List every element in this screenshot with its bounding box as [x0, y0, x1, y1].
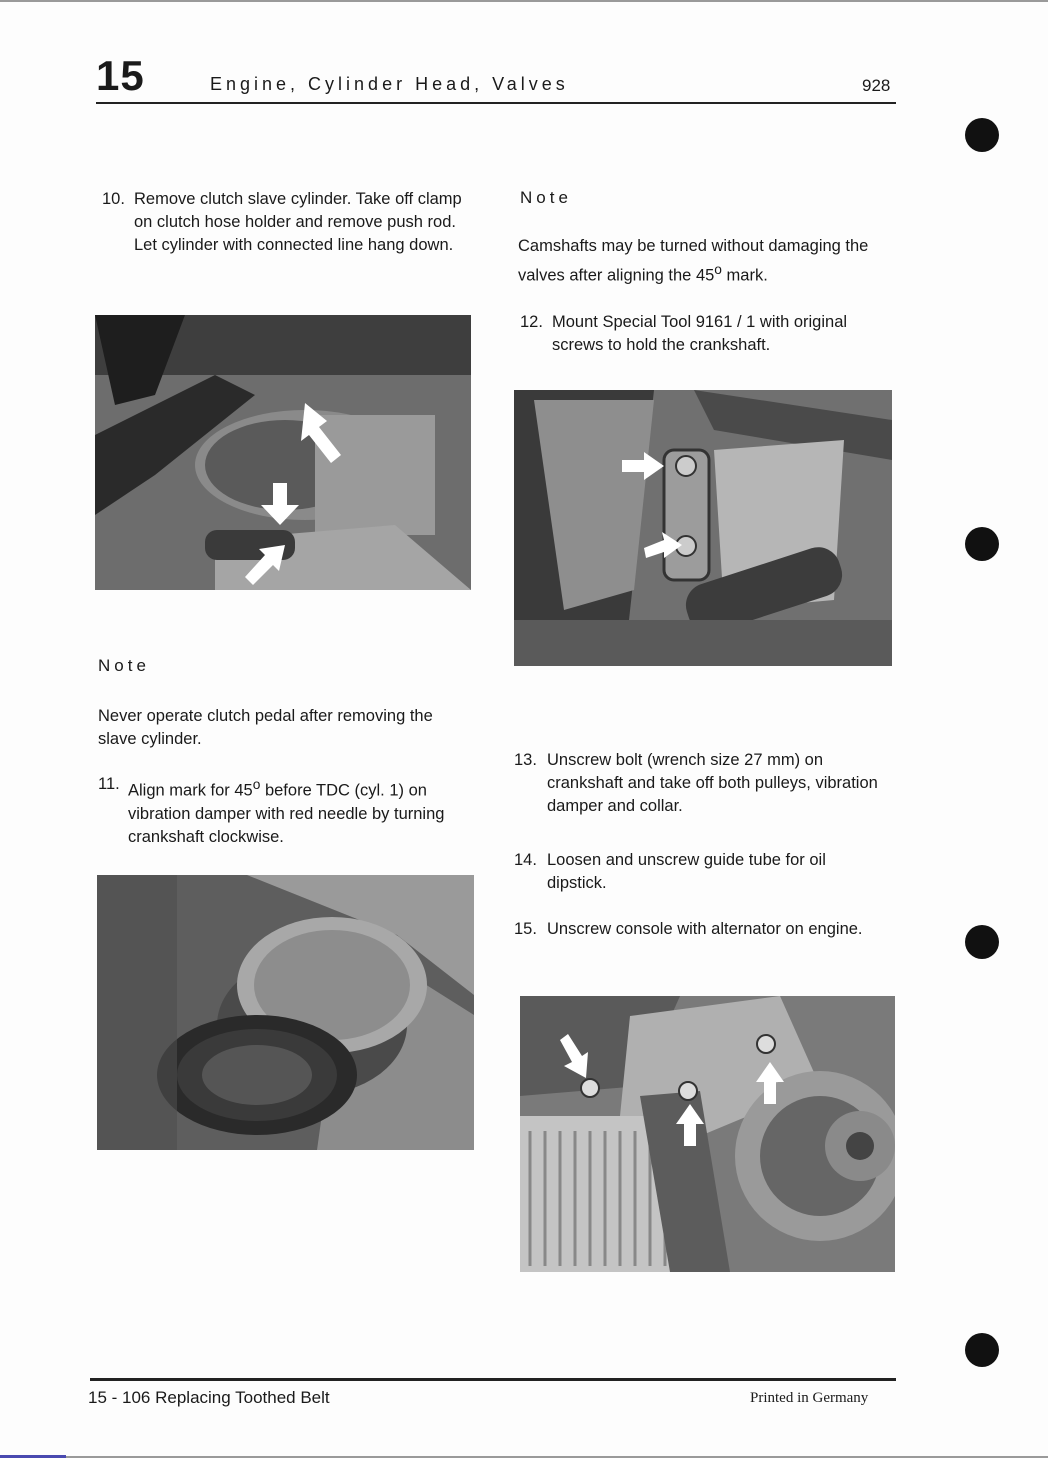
footer-page-reference: 15 - 106 Replacing Toothed Belt	[88, 1388, 330, 1407]
footer-rule	[90, 1378, 896, 1381]
step-number: 13.	[514, 751, 537, 769]
note-text-left: Never operate clutch pedal after removing the slave cylinder.	[98, 707, 433, 748]
note-heading-right: Note	[520, 188, 572, 207]
binder-hole-1	[965, 118, 999, 152]
step-number: 12.	[520, 313, 543, 331]
step-number: 14.	[514, 851, 537, 869]
binder-hole-2	[965, 527, 999, 561]
footer-imprint: Printed in Germany	[750, 1390, 869, 1406]
note-heading-left: Note	[98, 656, 150, 675]
photo-alternator-console	[520, 996, 895, 1272]
note-text-right: Camshafts may be turned without damaging the valves after aligning the 45$^o$ mark.	[518, 237, 869, 285]
step-text: Unscrew console with alternator on engine.	[547, 920, 863, 938]
step-12	[520, 311, 888, 357]
chapter-number: 15	[96, 52, 145, 99]
header-rule	[96, 102, 896, 104]
binder-hole-4	[965, 1333, 999, 1367]
step-text: Align mark for 45$^o$ before TDC (cyl. 1) on vibration damper with red needle by turning crankshaft clockwise.	[128, 777, 445, 846]
binder-hole-3	[965, 925, 999, 959]
step-number: 15.	[514, 920, 537, 938]
step-text: Unscrew bolt (wrench size 27 mm) on crankshaft and take off both pulleys, vibration damper and collar.	[547, 751, 878, 815]
step-15	[514, 918, 884, 941]
step-number: 10.	[102, 190, 125, 208]
step-10	[102, 188, 478, 257]
step-text: Remove clutch slave cylinder. Take off clamp on clutch hose holder and remove push rod. Let cylinder with connected line hang down.	[134, 190, 462, 254]
top-rule	[0, 0, 1048, 2]
photo-vibration-damper	[97, 875, 474, 1150]
step-11	[98, 773, 474, 849]
model-number: 928	[862, 76, 891, 95]
step-13	[514, 749, 884, 818]
photo-clutch-slave-cylinder	[95, 315, 471, 590]
photo-special-tool	[514, 390, 892, 666]
step-number: 11.	[98, 775, 120, 793]
step-14	[514, 849, 884, 895]
step-text: Mount Special Tool 9161 / 1 with original screws to hold the crankshaft.	[552, 313, 848, 354]
step-text: Loosen and unscrew guide tube for oil dipstick.	[547, 851, 826, 892]
page-title: Engine, Cylinder Head, Valves	[210, 74, 569, 94]
